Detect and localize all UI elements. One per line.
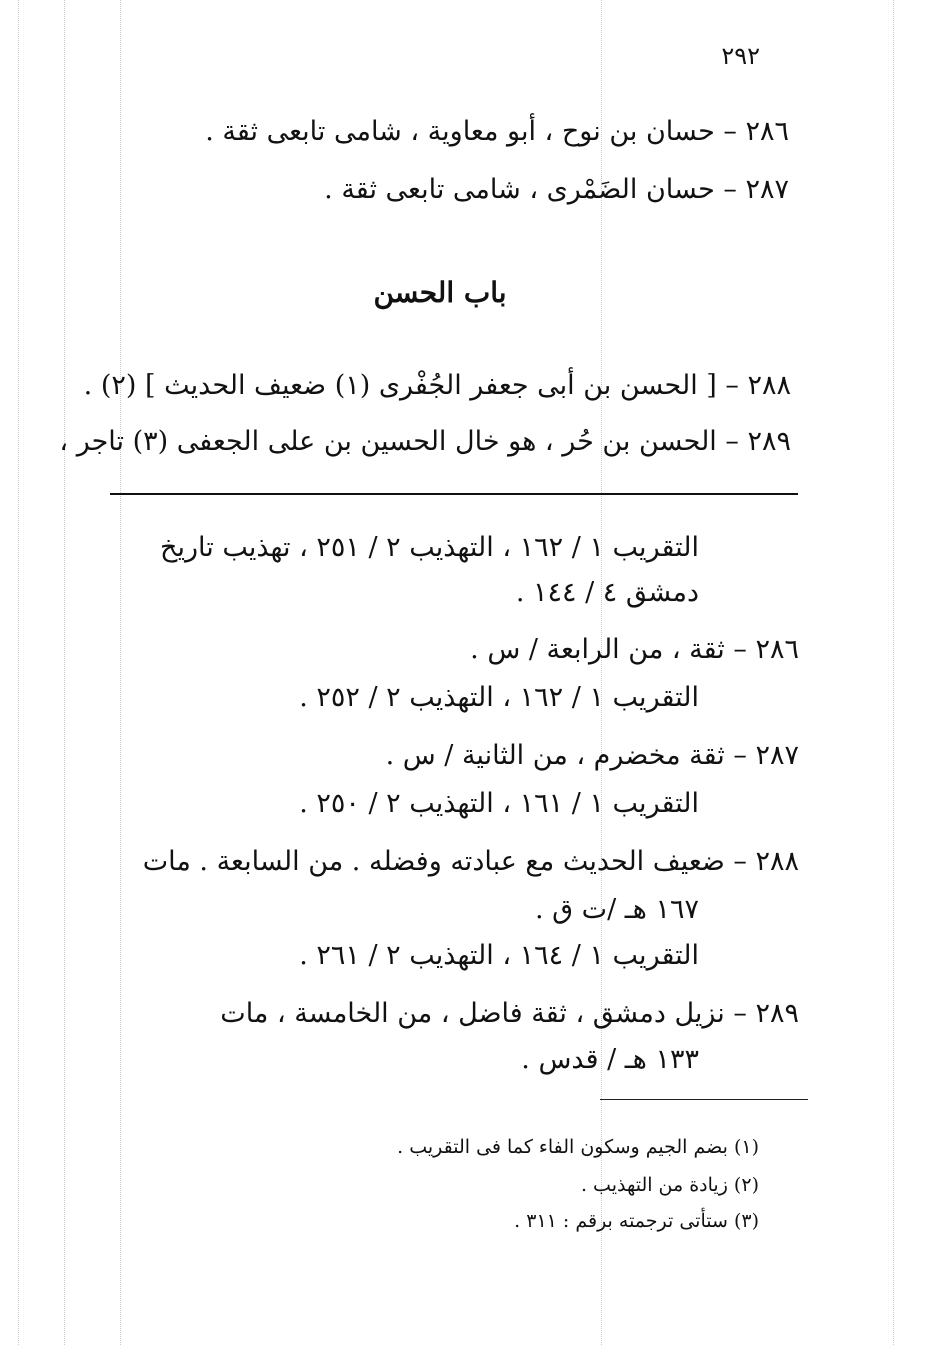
- entry-286: [205, 118, 789, 145]
- entry-288: [84, 372, 791, 399]
- scan-guide-line: [893, 0, 894, 1345]
- entry-289: [59, 428, 791, 455]
- scan-guide-line: [120, 0, 121, 1345]
- footnote-3: (٣) ستأتى ترجمته برقم : ٣١١ .: [514, 1210, 759, 1232]
- note-286-line: ٢٨٦ – ثقة ، من الرابعة / س .: [470, 634, 799, 665]
- note-intro-line: التقريب ١ / ١٦٢ ، التهذيب ٢ / ٢٥١ ، تهذيب تاريخ: [160, 532, 699, 563]
- entry-text: – الحسن بن حُر ، هو خال الحسين بن على الجعفى (٣) تاجر ،: [59, 426, 748, 457]
- note-289-line: ١٣٣ هـ / قدس .: [521, 1044, 699, 1075]
- entry-text: – حسان الضَمْرى ، شامى تابعى ثقة .: [324, 174, 746, 205]
- note-288-line: ١٦٧ هـ /ت ق .: [534, 894, 699, 925]
- note-289-line: ٢٨٩ – نزيل دمشق ، ثقة فاضل ، من الخامسة ، مات: [220, 998, 799, 1029]
- entry-number: ٢٨٨: [747, 370, 791, 401]
- note-287-line: ٢٨٧ – ثقة مخضرم ، من الثانية / س .: [385, 740, 799, 771]
- scan-guide-line: [18, 0, 19, 1345]
- entry-number: ٢٨٧: [745, 174, 789, 205]
- entry-text: – [ الحسن بن أبى جعفر الجُفْرى (١) ضعيف الحديث ] (٢) .: [83, 370, 748, 401]
- note-286-line: التقريب ١ / ١٦٢ ، التهذيب ٢ / ٢٥٢ .: [299, 682, 699, 713]
- note-287-line: التقريب ١ / ١٦١ ، التهذيب ٢ / ٢٥٠ .: [299, 788, 699, 819]
- footnote-2: (٢) زيادة من التهذيب .: [580, 1174, 759, 1196]
- note-288-line: التقريب ١ / ١٦٤ ، التهذيب ٢ / ٢٦١ .: [299, 940, 699, 971]
- footnote-divider: [600, 1099, 808, 1100]
- section-heading: باب الحسن: [373, 276, 507, 309]
- note-288-line: ٢٨٨ – ضعيف الحديث مع عبادته وفضله . من السابعة . مات: [142, 846, 799, 877]
- footnote-1: (١) بضم الجيم وسكون الفاء كما فى التقريب .: [397, 1136, 759, 1158]
- entry-text: – حسان بن نوح ، أبو معاوية ، شامى تابعى ثقة .: [205, 116, 746, 147]
- section-divider: [110, 493, 798, 495]
- note-intro-line: دمشق ٤ / ١٤٤ .: [515, 577, 699, 608]
- entry-number: ٢٨٩: [747, 426, 791, 457]
- entry-number: ٢٨٦: [745, 116, 789, 147]
- entry-287: [324, 176, 789, 203]
- scan-guide-line: [64, 0, 65, 1345]
- page-number: ٢٩٢: [721, 42, 760, 70]
